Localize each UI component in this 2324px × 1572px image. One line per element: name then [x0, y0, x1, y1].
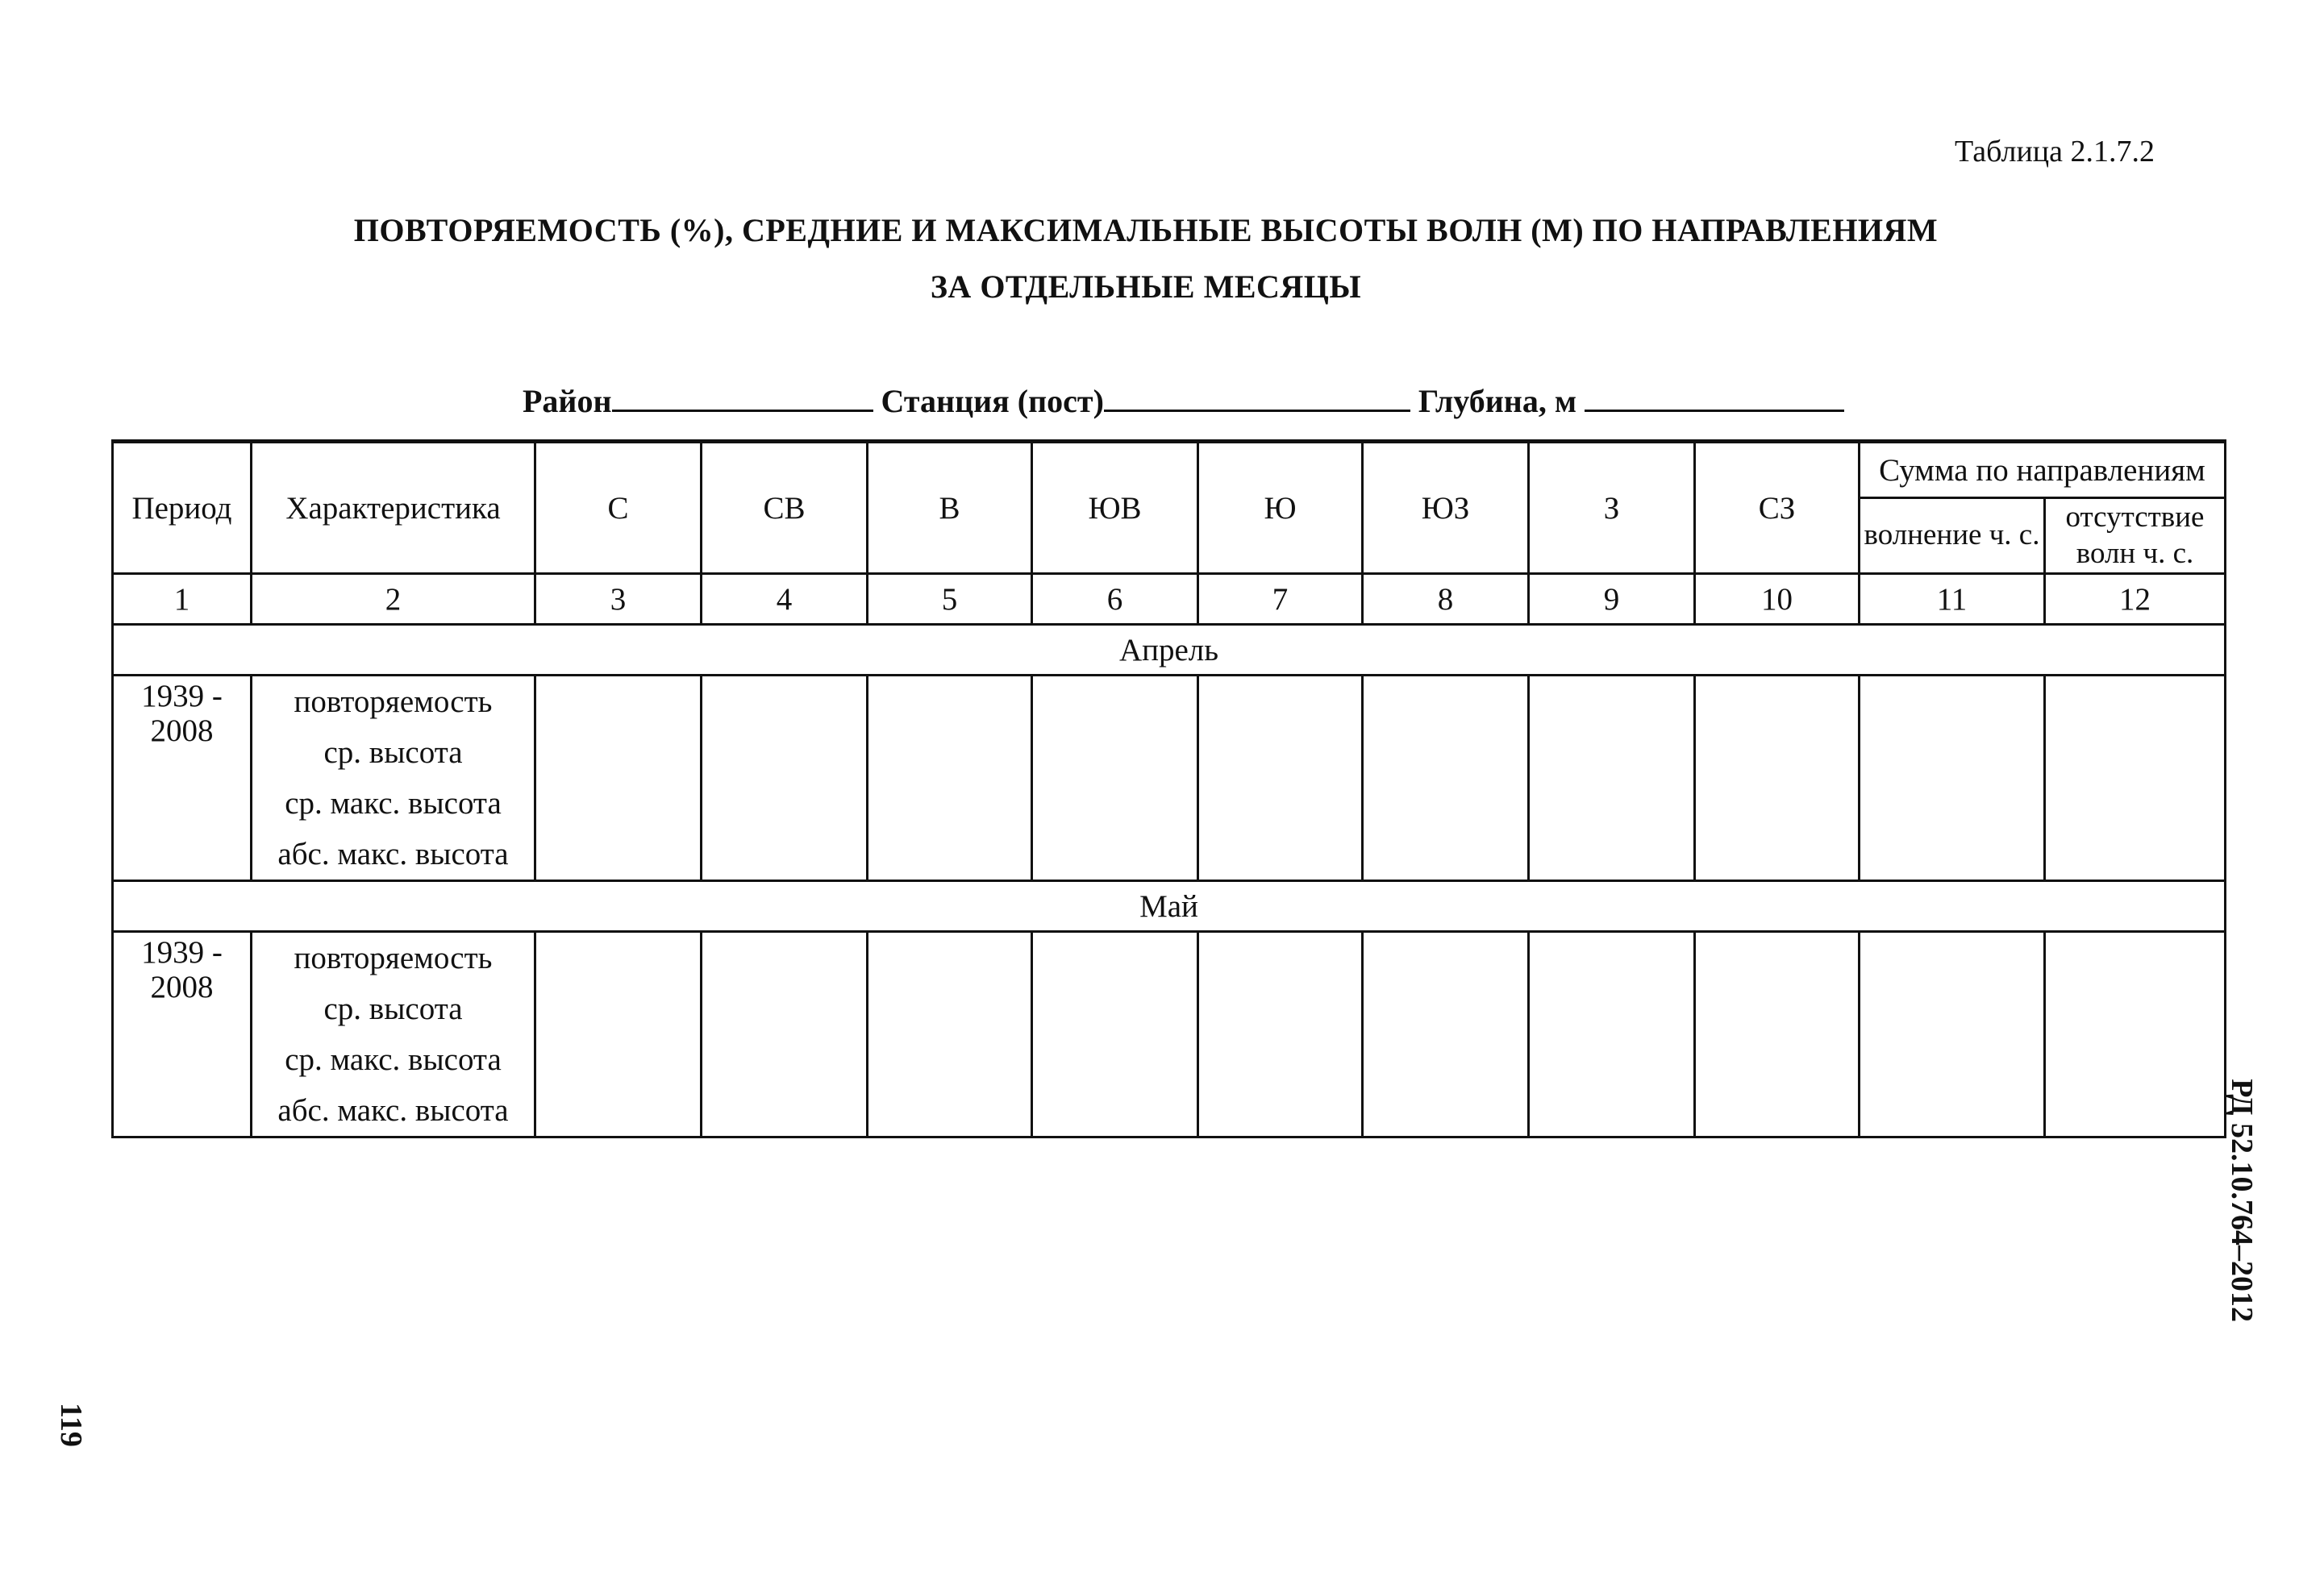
month-row-may — [113, 881, 2226, 932]
empty-cell — [1695, 932, 1860, 1137]
header-row — [113, 442, 2226, 498]
empty-cell — [2045, 932, 2226, 1137]
empty-cell — [535, 932, 702, 1137]
col-num: 10 — [1695, 574, 1860, 625]
col-num: 4 — [702, 574, 868, 625]
header-dir-s: Ю — [1198, 442, 1363, 574]
period-cell: 1939 - 2008 — [113, 676, 252, 881]
empty-cell — [2045, 676, 2226, 881]
table-title-line1: ПОВТОРЯЕМОСТЬ (%), СРЕДНИЕ И МАКСИМАЛЬНЫЕ ВЫСОТЫ ВОЛН (М) ПО НАПРАВЛЕНИЯМ — [353, 212, 1939, 248]
empty-cell — [1860, 676, 2045, 881]
station-blank — [1104, 382, 1410, 412]
empty-cell — [1363, 932, 1529, 1137]
col-num: 9 — [1529, 574, 1695, 625]
characteristic-item: ср. макс. высота — [285, 1042, 502, 1077]
table-title-line2: ЗА ОТДЕЛЬНЫЕ МЕСЯЦЫ — [930, 268, 1362, 305]
col-num: 6 — [1032, 574, 1198, 625]
depth-blank — [1585, 382, 1844, 412]
station-label: Станция (пост) — [881, 383, 1104, 419]
characteristics-cell — [252, 676, 535, 881]
document-code: РД 52.10.764–2012 — [2225, 1079, 2259, 1322]
empty-cell — [1032, 932, 1198, 1137]
region-label: Район — [523, 383, 612, 419]
header-dir-sw: ЮЗ — [1363, 442, 1529, 574]
empty-cell — [1032, 676, 1198, 881]
header-waves: волнение ч. с. — [1860, 498, 2045, 574]
wave-table — [111, 439, 2226, 1138]
characteristic-item: ср. макс. высота — [285, 786, 502, 821]
empty-cell — [1695, 676, 1860, 881]
col-num: 3 — [535, 574, 702, 625]
col-num: 11 — [1860, 574, 2045, 625]
table-number: Таблица 2.1.7.2 — [1954, 135, 2155, 168]
data-row-may — [113, 932, 2226, 1137]
header-dir-se: ЮВ — [1032, 442, 1198, 574]
characteristic-item: повторяемость — [294, 941, 493, 975]
empty-cell — [1529, 676, 1695, 881]
characteristic-item: ср. высота — [323, 992, 463, 1026]
month-label: Май — [113, 881, 2226, 932]
empty-cell — [535, 676, 702, 881]
col-num: 5 — [868, 574, 1032, 625]
empty-cell — [702, 932, 868, 1137]
header-period: Период — [113, 442, 252, 574]
header-dir-ne: СВ — [702, 442, 868, 574]
col-num: 2 — [252, 574, 535, 625]
col-num: 1 — [113, 574, 252, 625]
column-numbers-row — [113, 574, 2226, 625]
month-row-april — [113, 625, 2226, 676]
form-fields — [523, 382, 1844, 420]
header-dir-n: С — [535, 442, 702, 574]
characteristic-item: абс. макс. высота — [277, 837, 509, 871]
characteristic-item: повторяемость — [294, 684, 493, 719]
empty-cell — [1860, 932, 2045, 1137]
page-number: 119 — [54, 1403, 88, 1447]
empty-cell — [1529, 932, 1695, 1137]
col-num: 12 — [2045, 574, 2226, 625]
header-dir-w: З — [1529, 442, 1695, 574]
empty-cell — [1198, 676, 1363, 881]
col-num: 7 — [1198, 574, 1363, 625]
empty-cell — [1198, 932, 1363, 1137]
empty-cell — [868, 932, 1032, 1137]
empty-cell — [868, 676, 1032, 881]
header-dir-nw: СЗ — [1695, 442, 1860, 574]
col-num: 8 — [1363, 574, 1529, 625]
data-row-april — [113, 676, 2226, 881]
region-blank — [612, 382, 873, 412]
empty-cell — [702, 676, 868, 881]
header-characteristic: Характеристика — [252, 442, 535, 574]
empty-cell — [1363, 676, 1529, 881]
characteristic-item: абс. макс. высота — [277, 1093, 509, 1128]
characteristics-cell — [252, 932, 535, 1137]
depth-label: Глубина, м — [1418, 383, 1577, 419]
header-sum: Сумма по направлениям — [1860, 442, 2226, 498]
header-dir-e: В — [868, 442, 1032, 574]
period-cell: 1939 - 2008 — [113, 932, 252, 1137]
characteristic-item: ср. высота — [323, 735, 463, 770]
month-label: Апрель — [113, 625, 2226, 676]
header-no-waves: отсутствие волн ч. с. — [2045, 498, 2226, 574]
